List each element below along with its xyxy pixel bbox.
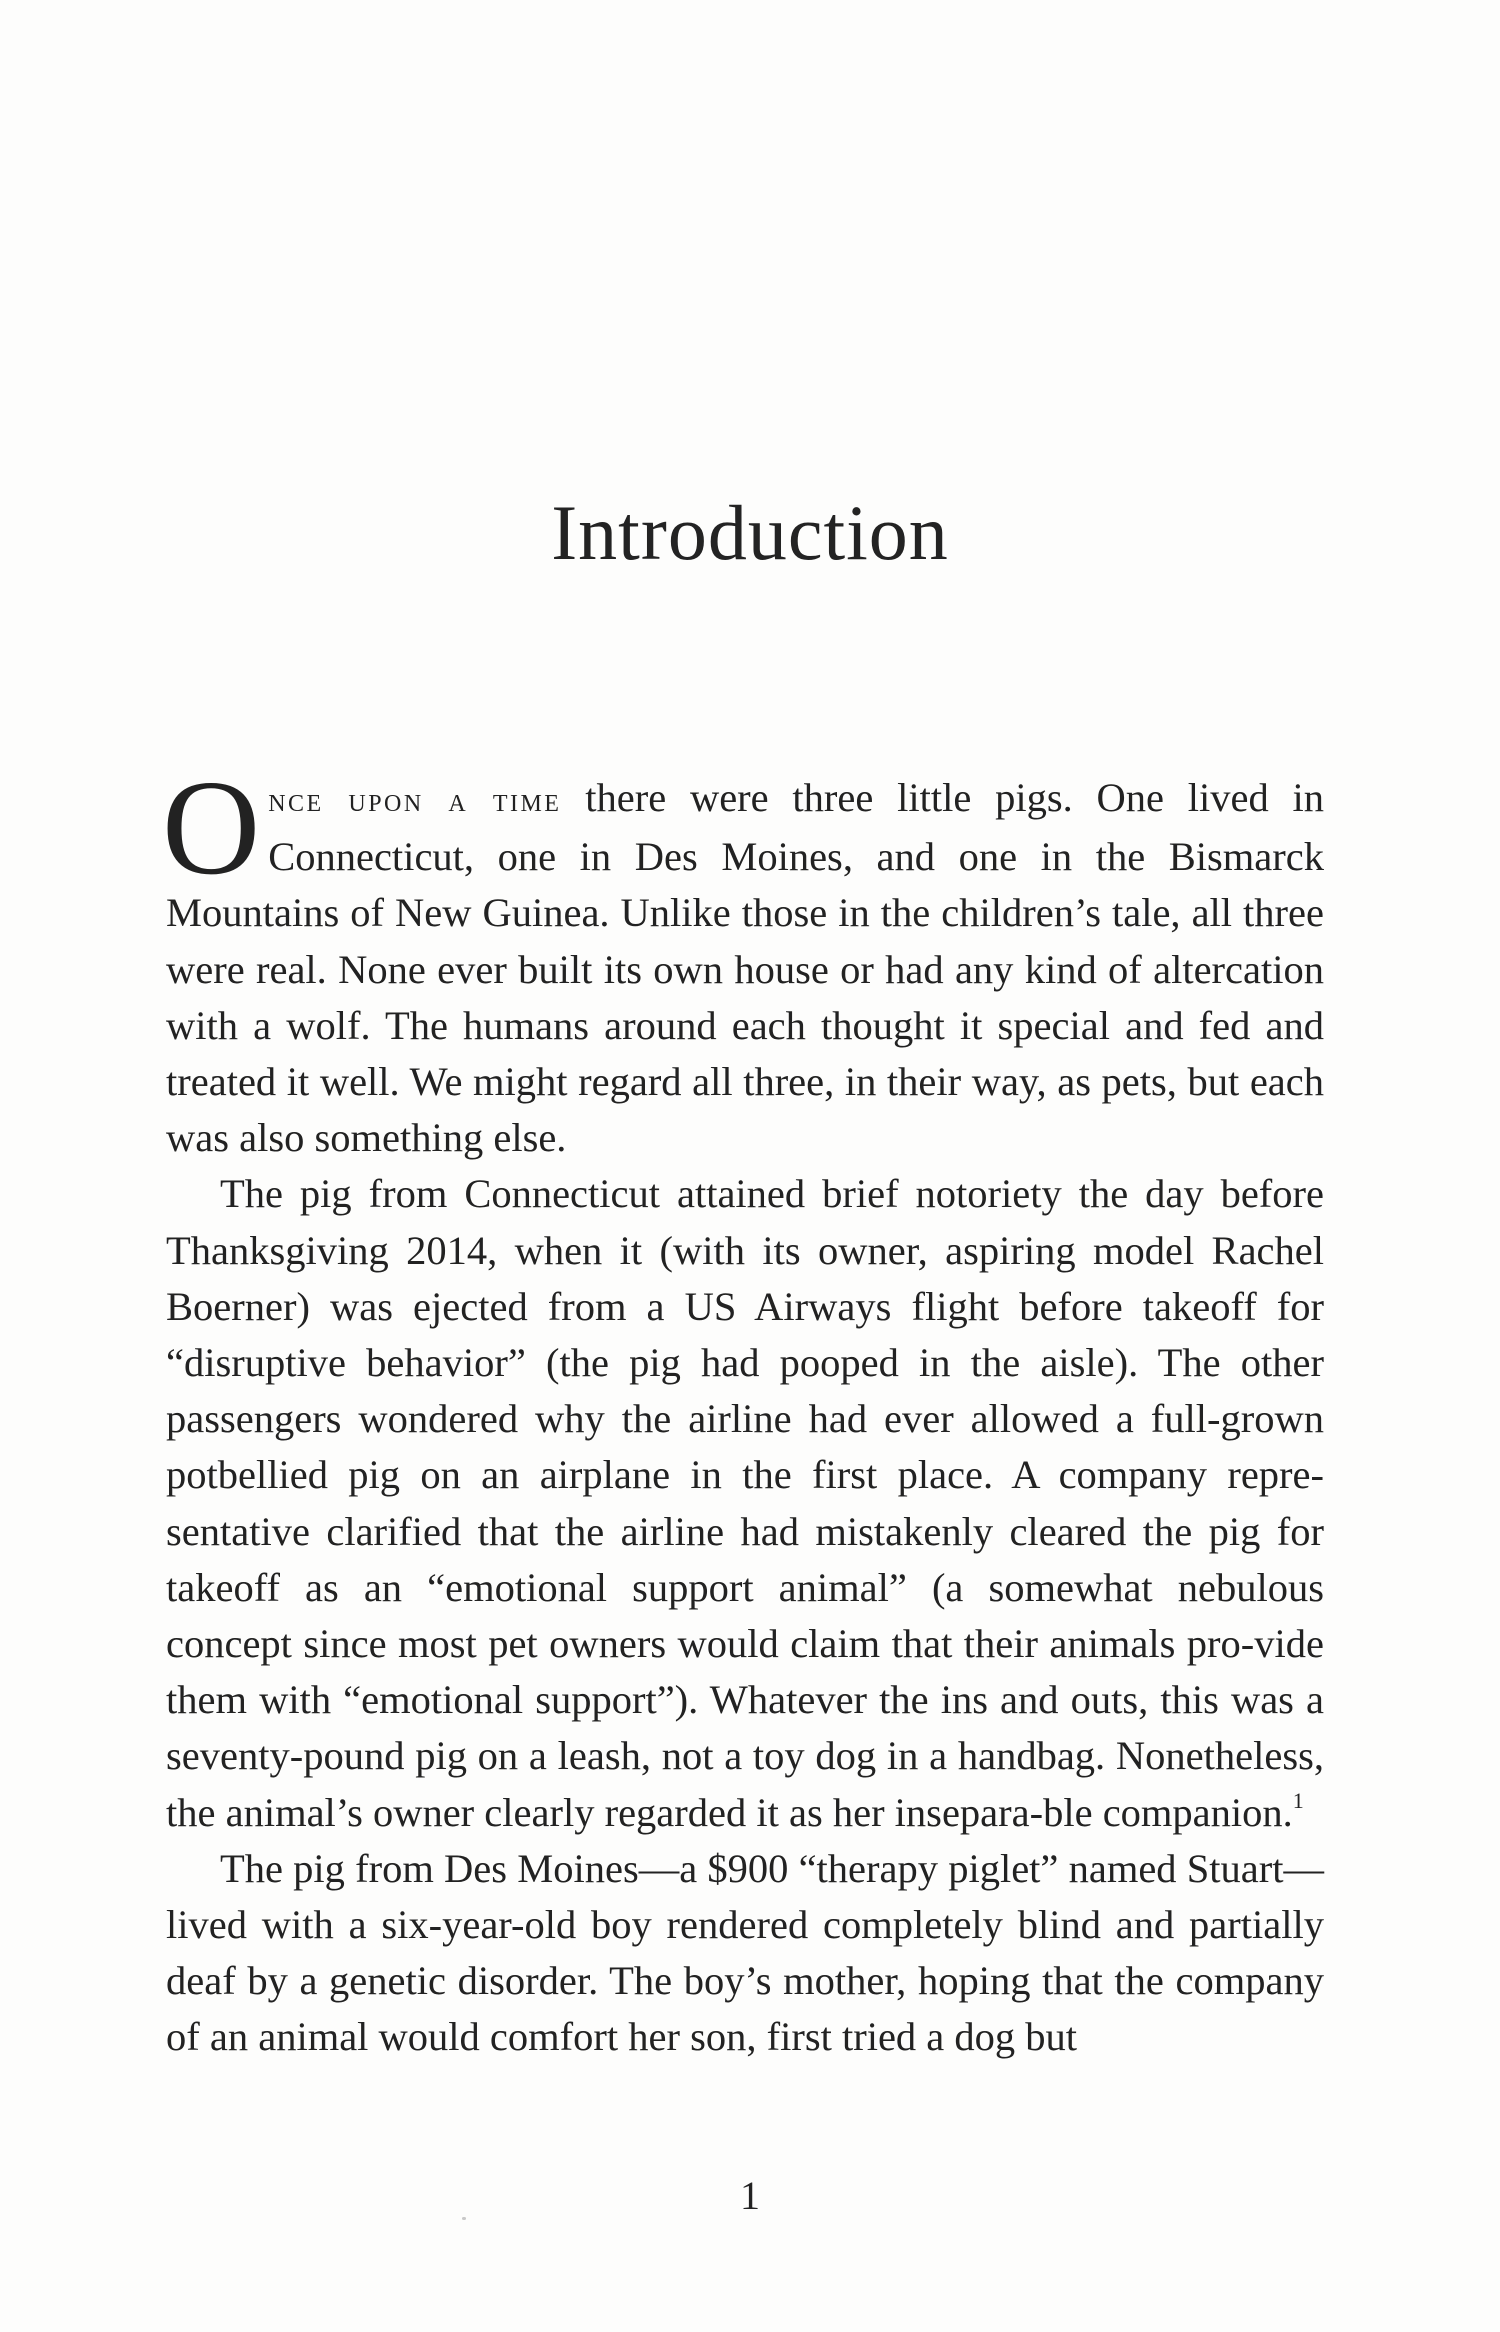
body-text (162, 753, 1324, 2066)
paragraph-2 (166, 1166, 1324, 1840)
opening-small-caps: nce upon a time (268, 782, 562, 819)
page-number: 1 (740, 2173, 760, 2218)
scan-speck (462, 2217, 466, 2220)
paragraph-3-text: The pig from Des Moines—a $900 “therapy piglet” named Stuart—lived with a six-year-old boy rendered completely blind and partially deaf by a genetic disorder. The boy’s mother, hoping that the company of an animal would comfort her son, first tried a dog but (166, 1845, 1324, 2060)
paragraph-2-text: The pig from Connecticut attained brief notoriety the day before Thanksgiving 2014, when it (with its owner, aspiring model Rachel Boerner) was ejected from a US Airways flight before takeoff for “disruptive behavior” (the pig had pooped in the aisle). The other passengers wondered why the airline had ever allowed a full-grown potbellied pig on an airplane in the first place. A company repre-sentative clarified that the airline had mistakenly cleared the pig for takeoff as an “emotional support animal” (a somewhat nebulous concept since most pet owners would claim that their animals pro-vide them with “emotional support”). Whatever the ins and outs, this was a seventy-pound pig on a leash, not a toy dog in a handbag. Nonetheless, the animal’s owner clearly regarded it as her insepara-ble companion. (166, 1171, 1324, 1835)
drop-cap: O (162, 753, 261, 903)
footnote-marker[interactable]: 1 (1292, 1787, 1304, 1813)
paragraph-1-text: there were three little pigs. One lived in Connecticut, one in Des Moines, and one in the Bismarck Mountains of New Guinea. Unlike those in the children’s tale, all three were real. None ever built its own house or had any kind of altercation with a wolf. The humans around each thought it special and fed and treated it well. We might regard all three, in their way, as pets, but each was also something else. (166, 775, 1324, 1161)
paragraph-3 (166, 1841, 1324, 2066)
chapter-title: Introduction (551, 489, 949, 576)
paragraph-1 (162, 753, 1324, 1166)
